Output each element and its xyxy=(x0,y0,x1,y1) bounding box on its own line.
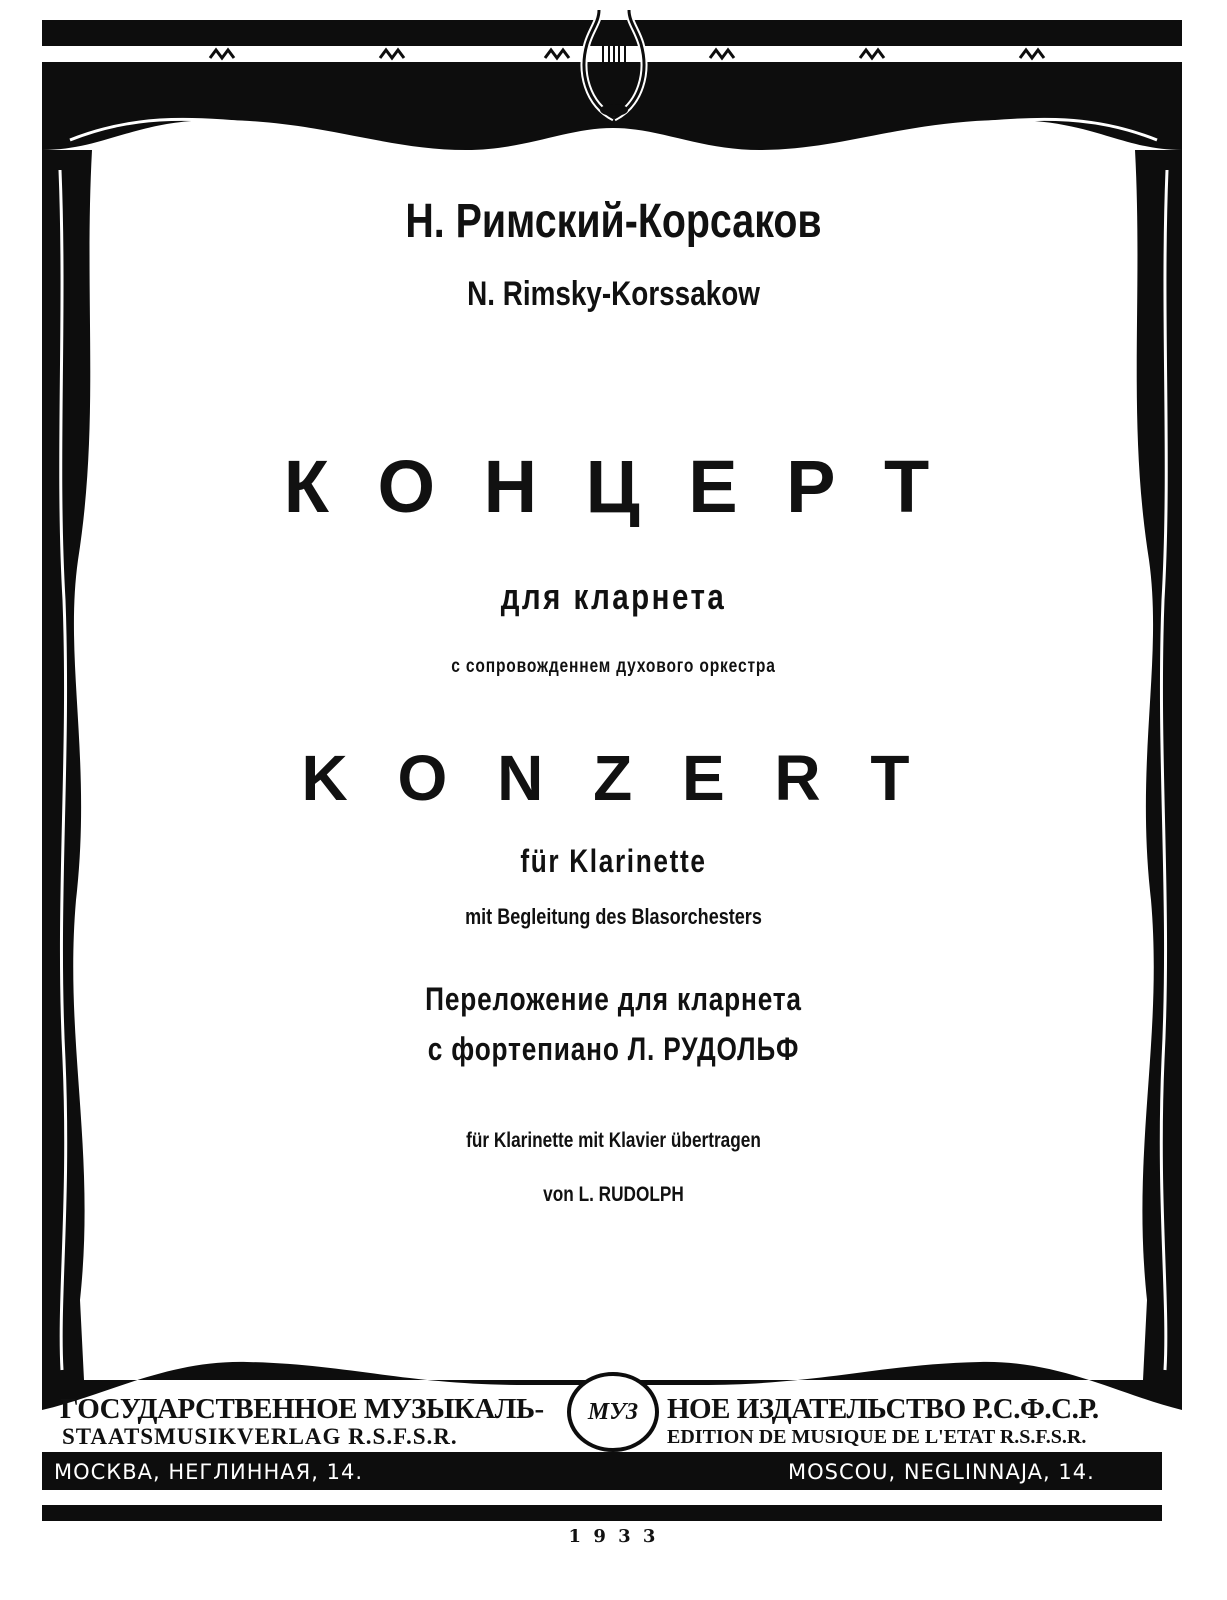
arrangement-de-line2: von L. RUDOLPH xyxy=(543,1183,684,1206)
instrument-ru: для кларнета xyxy=(500,576,727,617)
address-fr: MOSCOU, NEGLINNAJA, 14. xyxy=(788,1460,1095,1484)
title-ru: К О Н Ц Е Р Т xyxy=(283,445,944,528)
accompaniment-ru: с сопровожденнем духового оркестра xyxy=(451,656,776,677)
publisher-de: STAATSMUSIKVERLAG R.S.F.S.R. xyxy=(62,1424,458,1449)
arrangement-ru-line1: Переложение для кларнета xyxy=(425,981,802,1017)
publisher-logo: МУЗ xyxy=(587,1399,639,1425)
arrangement-de-line1: für Klarinette mit Klavier übertragen xyxy=(466,1129,761,1152)
composer-name-de: N. Rimsky-Korssakow xyxy=(467,275,760,313)
address-ru: МОСКВА, НЕГЛИННАЯ, 14. xyxy=(54,1460,363,1484)
title-de: K O N Z E R T xyxy=(301,742,926,814)
publisher-fr: EDITION DE MUSIQUE DE L'ETAT R.S.F.S.R. xyxy=(667,1426,1087,1448)
composer-name-ru: Н. Римский-Корсаков xyxy=(405,195,822,248)
accompaniment-de: mit Begleitung des Blasorchesters xyxy=(465,904,762,929)
publisher-ru-right: НОЕ ИЗДАТЕЛЬСТВО Р.С.Ф.С.Р. xyxy=(667,1393,1099,1425)
publisher-ru-left: ГОСУДАРСТВЕННОЕ МУЗЫКАЛЬ- xyxy=(60,1393,544,1425)
lyre-icon xyxy=(573,6,655,124)
arrangement-ru-line2: с фортепиано Л. РУДОЛЬФ xyxy=(427,1031,800,1067)
instrument-de: für Klarinette xyxy=(520,843,707,879)
publication-year: 1 9 3 3 xyxy=(568,1526,659,1547)
